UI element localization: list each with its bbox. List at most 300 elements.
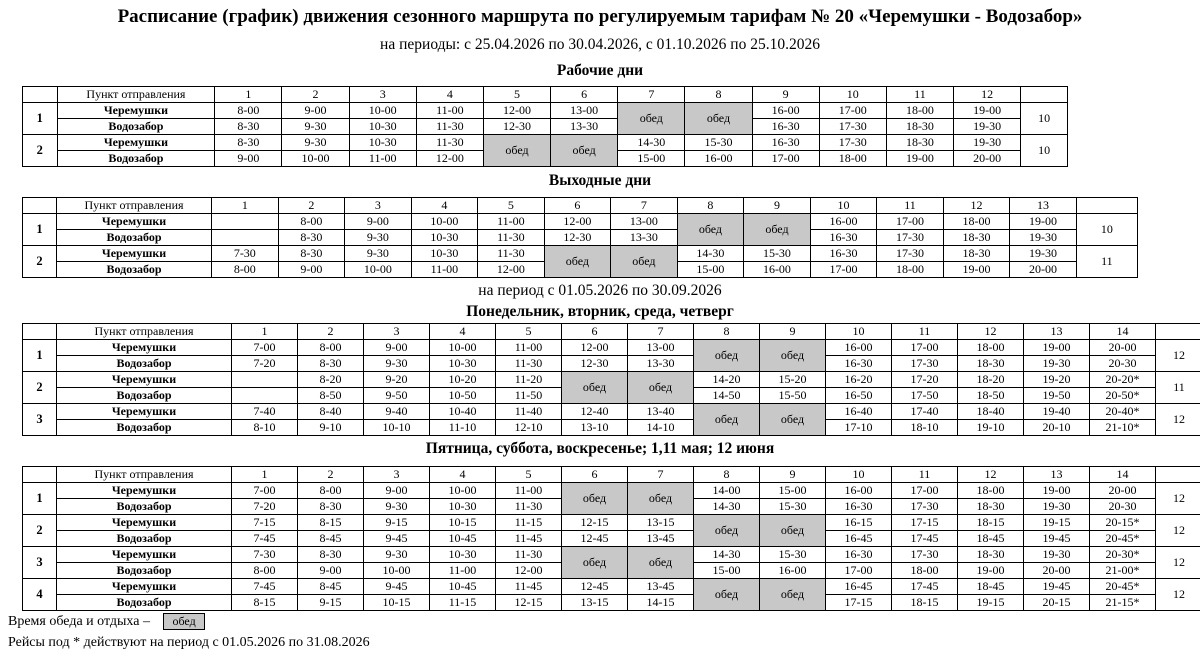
departure-time: 8-00: [298, 340, 364, 356]
departure-time: [212, 230, 279, 246]
trip-number-header: 13: [1010, 198, 1077, 214]
departure-time: 7-20: [232, 356, 298, 372]
departure-time: 17-00: [819, 103, 886, 119]
departure-time: 8-00: [232, 563, 298, 579]
departure-time: 10-00: [282, 151, 349, 167]
departure-time: 16-45: [826, 579, 892, 595]
departure-time: 15-00: [677, 262, 744, 278]
departure-time: 18-30: [943, 230, 1010, 246]
departure-time: 16-30: [826, 547, 892, 563]
schedule-table-fri-sun: [22, 466, 1200, 611]
departure-time: 10-00: [430, 483, 496, 499]
departure-time: 17-00: [752, 151, 819, 167]
departure-time: 9-15: [364, 515, 430, 531]
departure-time: 11-50: [496, 388, 562, 404]
departure-time: 13-10: [562, 420, 628, 436]
departure-time: 13-15: [628, 515, 694, 531]
trip-number-header: 4: [430, 467, 496, 483]
trip-count: 12: [1156, 515, 1200, 547]
departure-time: 15-20: [760, 372, 826, 388]
trip-number-header: 8: [694, 467, 760, 483]
departure-time: 16-00: [752, 103, 819, 119]
departure-time: 13-00: [551, 103, 618, 119]
departure-time: 10-30: [430, 356, 496, 372]
departure-time: 10-10: [364, 420, 430, 436]
trip-number-header: 5: [478, 198, 545, 214]
departure-time: 11-45: [496, 579, 562, 595]
departure-time: [212, 214, 279, 230]
stop-name: Черемушки: [57, 214, 212, 230]
heading-fri-sun: Пятница, суббота, воскресенье; 1,11 мая; 12 июня: [425, 440, 775, 457]
trip-number-header: 10: [826, 324, 892, 340]
departure-point-header: Пункт отправления: [57, 198, 212, 214]
stop-name: Водозабор: [57, 119, 215, 135]
departure-time: 12-40: [562, 404, 628, 420]
departure-time: 20-30: [1090, 356, 1156, 372]
departure-time: 11-30: [416, 119, 483, 135]
departure-time: 15-30: [760, 499, 826, 515]
departure-time: 16-40: [826, 404, 892, 420]
table-row: [23, 214, 1138, 230]
stop-name: Черемушки: [57, 483, 232, 499]
table-row: [23, 515, 1200, 531]
table-row: [23, 372, 1200, 388]
departure-time: 18-15: [958, 515, 1024, 531]
departure-time: 19-00: [1010, 214, 1077, 230]
departure-time: 18-15: [892, 595, 958, 611]
departure-time: 20-30: [1090, 499, 1156, 515]
departure-time: 19-45: [1024, 531, 1090, 547]
departure-time: 14-30: [694, 499, 760, 515]
departure-time: 10-00: [345, 262, 412, 278]
route-number: 2: [23, 372, 57, 404]
lunch-legend: [8, 613, 205, 630]
departure-time: 10-30: [349, 135, 416, 151]
lunch-break-cell: обед: [694, 579, 760, 611]
departure-time: 9-30: [345, 246, 412, 262]
departure-time: 7-00: [232, 340, 298, 356]
departure-time: 12-00: [478, 262, 545, 278]
departure-time: 19-30: [1024, 356, 1090, 372]
trip-count: 12: [1156, 579, 1200, 611]
stop-name: Водозабор: [57, 356, 232, 372]
departure-time: 17-10: [826, 420, 892, 436]
route-number: 2: [23, 135, 58, 167]
departure-time: 7-20: [232, 499, 298, 515]
departure-time: 7-45: [232, 531, 298, 547]
departure-time: 11-40: [496, 404, 562, 420]
blank-header-cell: [23, 467, 57, 483]
departure-time: 19-15: [1024, 515, 1090, 531]
departure-time: 8-20: [298, 372, 364, 388]
departure-time: 12-00: [483, 103, 550, 119]
table-row: [23, 579, 1200, 595]
departure-time: 7-40: [232, 404, 298, 420]
departure-time: 11-15: [430, 595, 496, 611]
departure-time: 11-00: [478, 214, 545, 230]
departure-time: 10-30: [430, 499, 496, 515]
departure-time: 11-45: [496, 531, 562, 547]
departure-time: 10-00: [349, 103, 416, 119]
departure-time: 12-00: [562, 340, 628, 356]
trip-number-header: 7: [611, 198, 678, 214]
departure-time: 12-30: [483, 119, 550, 135]
departure-time: 20-40*: [1090, 404, 1156, 420]
departure-time: 11-00: [349, 151, 416, 167]
stop-name: Водозабор: [57, 230, 212, 246]
departure-time: 9-00: [364, 483, 430, 499]
departure-time: 10-45: [430, 579, 496, 595]
stop-name: Водозабор: [57, 388, 232, 404]
departure-time: 17-30: [819, 119, 886, 135]
table-row: [23, 340, 1200, 356]
stop-name: Черемушки: [57, 103, 215, 119]
departure-time: 19-10: [958, 420, 1024, 436]
departure-time: 15-30: [744, 246, 811, 262]
trip-count: 10: [1021, 103, 1068, 135]
lunch-break-cell: обед: [618, 103, 685, 135]
departure-time: 19-30: [954, 135, 1021, 151]
departure-time: 9-20: [364, 372, 430, 388]
trip-number-header: 3: [345, 198, 412, 214]
departure-time: 15-00: [694, 563, 760, 579]
departure-time: 21-00*: [1090, 563, 1156, 579]
lunch-break-cell: обед: [483, 135, 550, 167]
stop-name: Водозабор: [57, 420, 232, 436]
departure-time: 19-00: [886, 151, 953, 167]
departure-time: 7-45: [232, 579, 298, 595]
stop-name: Черемушки: [57, 515, 232, 531]
departure-time: 18-00: [819, 151, 886, 167]
trip-number-header: 7: [628, 324, 694, 340]
departure-time: 17-30: [877, 246, 944, 262]
trip-number-header: 4: [411, 198, 478, 214]
departure-time: 18-30: [958, 356, 1024, 372]
departure-time: 14-50: [694, 388, 760, 404]
schedule-table-mon-thu: [22, 323, 1200, 436]
departure-time: 18-30: [943, 246, 1010, 262]
departure-time: 20-15: [1024, 595, 1090, 611]
blank-header-cell: [1156, 324, 1200, 340]
departure-time: 19-30: [954, 119, 1021, 135]
departure-time: 10-45: [430, 531, 496, 547]
departure-time: 11-30: [496, 356, 562, 372]
departure-time: 10-00: [430, 340, 496, 356]
table-row: [23, 404, 1200, 420]
trip-number-header: 1: [215, 87, 282, 103]
blank-header-cell: [1021, 87, 1068, 103]
trip-count: 12: [1156, 340, 1200, 372]
blank-header-cell: [1156, 467, 1200, 483]
heading-weekends: Выходные дни: [548, 172, 652, 189]
blank-header-cell: [1076, 198, 1137, 214]
departure-time: 17-30: [892, 356, 958, 372]
stop-name: Водозабор: [57, 595, 232, 611]
departure-time: 11-30: [416, 135, 483, 151]
departure-time: 7-00: [232, 483, 298, 499]
trip-number-header: 2: [298, 324, 364, 340]
stop-name: Водозабор: [57, 499, 232, 515]
departure-time: 9-30: [364, 356, 430, 372]
departure-time: 20-00: [954, 151, 1021, 167]
departure-time: 15-30: [760, 547, 826, 563]
header-row: [23, 324, 1200, 340]
lunch-break-cell: обед: [760, 404, 826, 436]
stop-name: Черемушки: [57, 246, 212, 262]
trip-number-header: 2: [298, 467, 364, 483]
lunch-break-cell: обед: [611, 246, 678, 278]
trip-number-header: 3: [364, 467, 430, 483]
trip-number-header: 6: [544, 198, 611, 214]
departure-time: 20-10: [1024, 420, 1090, 436]
trip-number-header: 6: [551, 87, 618, 103]
departure-time: 12-00: [496, 563, 562, 579]
departure-time: 7-15: [232, 515, 298, 531]
departure-time: 9-15: [298, 595, 364, 611]
trip-number-header: 12: [954, 87, 1021, 103]
lunch-break-cell: обед: [760, 340, 826, 372]
departure-time: 20-00: [1024, 563, 1090, 579]
departure-time: 14-30: [677, 246, 744, 262]
departure-time: 20-00: [1090, 483, 1156, 499]
lunch-break-cell: обед: [744, 214, 811, 246]
stop-name: Водозабор: [57, 262, 212, 278]
departure-time: 20-00: [1090, 340, 1156, 356]
departure-time: 20-45*: [1090, 531, 1156, 547]
departure-time: 8-00: [212, 262, 279, 278]
departure-time: 12-45: [562, 579, 628, 595]
departure-time: 19-00: [943, 262, 1010, 278]
trip-number-header: 1: [212, 198, 279, 214]
lunch-break-cell: обед: [677, 214, 744, 246]
departure-time: 11-30: [478, 246, 545, 262]
departure-time: 14-30: [618, 135, 685, 151]
departure-time: 10-20: [430, 372, 496, 388]
departure-time: 14-10: [628, 420, 694, 436]
blank-header-cell: [23, 198, 57, 214]
departure-time: 8-30: [298, 499, 364, 515]
departure-time: 17-45: [892, 531, 958, 547]
departure-time: 11-10: [430, 420, 496, 436]
stop-name: Водозабор: [57, 563, 232, 579]
trip-count: 12: [1156, 483, 1200, 515]
departure-time: 10-00: [364, 563, 430, 579]
departure-time: 8-30: [298, 547, 364, 563]
departure-time: 9-30: [345, 230, 412, 246]
departure-time: 14-30: [694, 547, 760, 563]
departure-time: 8-00: [278, 214, 345, 230]
trip-count: 11: [1156, 372, 1200, 404]
departure-time: 9-00: [278, 262, 345, 278]
header-row: [23, 198, 1138, 214]
departure-time: [232, 388, 298, 404]
departure-time: 17-45: [892, 579, 958, 595]
lunch-break-cell: обед: [628, 547, 694, 579]
departure-time: 20-20*: [1090, 372, 1156, 388]
departure-time: 13-30: [551, 119, 618, 135]
departure-time: [232, 372, 298, 388]
lunch-break-cell: обед: [760, 579, 826, 611]
trip-number-header: 8: [677, 198, 744, 214]
departure-time: 12-15: [496, 595, 562, 611]
trip-number-header: 11: [886, 87, 953, 103]
trip-number-header: 9: [744, 198, 811, 214]
departure-time: 8-30: [298, 356, 364, 372]
departure-time: 11-00: [496, 483, 562, 499]
trip-number-header: 11: [892, 324, 958, 340]
departure-time: 16-45: [826, 531, 892, 547]
departure-time: 15-50: [760, 388, 826, 404]
departure-time: 12-30: [544, 230, 611, 246]
blank-header-cell: [23, 87, 58, 103]
departure-time: 19-00: [954, 103, 1021, 119]
departure-time: 13-45: [628, 579, 694, 595]
departure-time: 14-20: [694, 372, 760, 388]
departure-time: 11-00: [430, 563, 496, 579]
trip-number-header: 1: [232, 467, 298, 483]
departure-time: 19-00: [958, 563, 1024, 579]
departure-time: 17-00: [826, 563, 892, 579]
departure-time: 15-30: [685, 135, 752, 151]
departure-time: 15-00: [760, 483, 826, 499]
departure-time: 12-00: [416, 151, 483, 167]
departure-time: 19-00: [1024, 483, 1090, 499]
departure-time: 18-30: [958, 499, 1024, 515]
departure-time: 17-30: [819, 135, 886, 151]
trip-number-header: 8: [685, 87, 752, 103]
departure-time: 7-30: [232, 547, 298, 563]
trip-number-header: 1: [232, 324, 298, 340]
departure-time: 17-00: [892, 483, 958, 499]
departure-time: 18-30: [886, 135, 953, 151]
stop-name: Черемушки: [57, 372, 232, 388]
departure-time: 13-40: [628, 404, 694, 420]
departure-time: 18-00: [877, 262, 944, 278]
departure-time: 18-30: [958, 547, 1024, 563]
departure-time: 10-30: [411, 230, 478, 246]
stop-name: Черемушки: [57, 340, 232, 356]
departure-time: 13-00: [611, 214, 678, 230]
departure-time: 9-00: [364, 340, 430, 356]
departure-time: 12-30: [562, 356, 628, 372]
departure-time: 17-40: [892, 404, 958, 420]
lunch-legend-swatch: обед: [163, 613, 204, 630]
trip-number-header: 9: [760, 324, 826, 340]
departure-time: 14-15: [628, 595, 694, 611]
trip-count: 10: [1021, 135, 1068, 167]
departure-time: 10-50: [430, 388, 496, 404]
departure-time: 16-30: [826, 356, 892, 372]
trip-number-header: 4: [416, 87, 483, 103]
lunch-break-cell: обед: [685, 103, 752, 135]
table-row: [23, 595, 1200, 611]
lunch-break-cell: обед: [544, 246, 611, 278]
stop-name: Водозабор: [57, 151, 215, 167]
departure-time: 16-30: [810, 230, 877, 246]
trip-number-header: 10: [810, 198, 877, 214]
heading-mon-thu: Понедельник, вторник, среда, четверг: [466, 303, 734, 320]
table-row: [23, 531, 1200, 547]
departure-time: 10-30: [430, 547, 496, 563]
lunch-break-cell: обед: [694, 515, 760, 547]
departure-time: 19-00: [1024, 340, 1090, 356]
departure-time: 17-50: [892, 388, 958, 404]
departure-time: 8-45: [298, 531, 364, 547]
departure-time: 8-30: [215, 119, 282, 135]
departure-time: 19-45: [1024, 579, 1090, 595]
departure-time: 18-00: [958, 483, 1024, 499]
departure-time: 18-00: [943, 214, 1010, 230]
departure-time: 12-10: [496, 420, 562, 436]
departure-time: 20-00: [1010, 262, 1077, 278]
departure-time: 11-00: [496, 340, 562, 356]
departure-time: 8-15: [232, 595, 298, 611]
lunch-break-cell: обед: [760, 515, 826, 547]
departure-time: 16-00: [760, 563, 826, 579]
departure-time: 9-30: [282, 135, 349, 151]
departure-time: 19-30: [1010, 230, 1077, 246]
lunch-legend-text: Время обеда и отдыха –: [8, 614, 150, 629]
departure-point-header: Пункт отправления: [57, 467, 232, 483]
departure-time: 16-00: [685, 151, 752, 167]
trip-number-header: 6: [562, 467, 628, 483]
departure-time: 12-15: [562, 515, 628, 531]
departure-time: 17-00: [892, 340, 958, 356]
departure-time: 8-30: [278, 246, 345, 262]
departure-time: 20-45*: [1090, 579, 1156, 595]
trip-number-header: 9: [760, 467, 826, 483]
departure-time: 16-30: [810, 246, 877, 262]
route-number: 1: [23, 103, 58, 135]
trip-number-header: 2: [278, 198, 345, 214]
departure-time: 9-45: [364, 579, 430, 595]
departure-time: 20-50*: [1090, 388, 1156, 404]
trip-number-header: 14: [1090, 324, 1156, 340]
departure-time: 19-20: [1024, 372, 1090, 388]
departure-time: 17-30: [877, 230, 944, 246]
departure-time: 18-45: [958, 531, 1024, 547]
lunch-break-cell: обед: [562, 483, 628, 515]
departure-time: 9-00: [215, 151, 282, 167]
departure-time: 15-00: [618, 151, 685, 167]
trip-number-header: 2: [282, 87, 349, 103]
trip-count: 11: [1076, 246, 1137, 278]
departure-time: 9-00: [345, 214, 412, 230]
departure-time: 8-40: [298, 404, 364, 420]
departure-time: 11-30: [478, 230, 545, 246]
departure-time: 19-50: [1024, 388, 1090, 404]
departure-time: 16-00: [826, 340, 892, 356]
departure-time: 17-30: [892, 547, 958, 563]
departure-time: 7-30: [212, 246, 279, 262]
departure-time: 16-30: [752, 135, 819, 151]
departure-time: 11-20: [496, 372, 562, 388]
departure-time: 17-00: [810, 262, 877, 278]
departure-time: 8-00: [298, 483, 364, 499]
stop-name: Черемушки: [57, 547, 232, 563]
trip-number-header: 12: [943, 198, 1010, 214]
departure-time: 9-00: [298, 563, 364, 579]
departure-time: 14-00: [694, 483, 760, 499]
trip-number-header: 13: [1024, 467, 1090, 483]
table-row: [23, 547, 1200, 563]
route-number: 4: [23, 579, 57, 611]
header-row: [23, 467, 1200, 483]
trip-number-header: 3: [364, 324, 430, 340]
departure-time: 17-15: [826, 595, 892, 611]
departure-time: 9-10: [298, 420, 364, 436]
departure-time: 17-30: [892, 499, 958, 515]
